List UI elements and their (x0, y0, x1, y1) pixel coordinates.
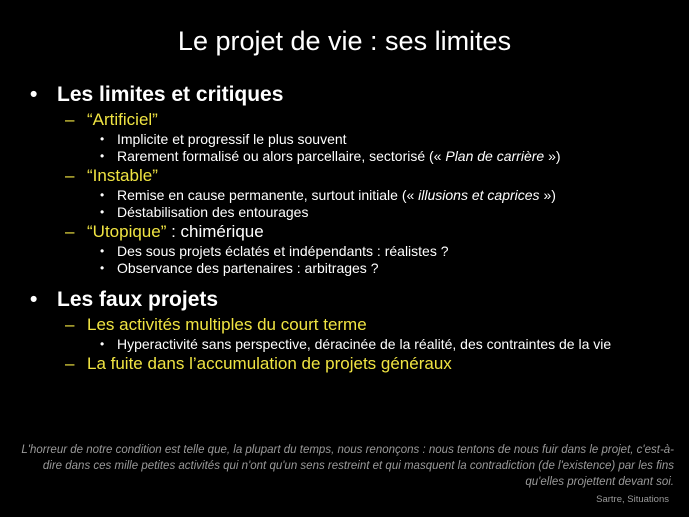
detail-item (30, 336, 637, 353)
detail-item (30, 148, 680, 165)
bullet-dot: • (100, 244, 105, 258)
dash-marker: – (65, 166, 75, 185)
quote-source: Sartre, Situations (596, 494, 669, 505)
sub-bullet-instable (30, 165, 680, 187)
detail-item (30, 131, 680, 148)
detail-item (30, 204, 680, 221)
sub-bullet-utopique (30, 221, 680, 243)
bullet-label: Les limites et critiques (57, 83, 284, 106)
dash-marker: – (65, 315, 75, 334)
bullet-dot: • (100, 337, 105, 351)
detail-item (30, 260, 680, 277)
bullet-dot: • (100, 188, 105, 202)
bullet-label: Les faux projets (57, 288, 219, 311)
sub-bullet-artificiel (30, 109, 680, 131)
sub-bullet-label: “Artificiel” (87, 110, 158, 129)
detail-tail: ») (548, 148, 561, 164)
slide-content (30, 80, 680, 375)
bullet-dot: • (100, 149, 105, 163)
bullet-dot: • (100, 261, 105, 275)
sub-bullet-label: La fuite dans l’accumulation de projets généraux (87, 354, 452, 373)
bullet-dot: • (100, 205, 105, 219)
bullet-faux-projets (30, 285, 680, 314)
detail-text: Hyperactivité sans perspective, déracinée de la réalité, des contraintes de la vie (117, 336, 612, 352)
dash-marker: – (65, 222, 75, 241)
detail-text: Rarement formalisé ou alors parcellaire, sectorisé (« (117, 148, 446, 164)
detail-text: Observance des partenaires : arbitrages ? (117, 260, 379, 276)
sub-bullet-label: Les activités multiples du court terme (87, 315, 367, 334)
detail-item (30, 243, 680, 260)
detail-text: Implicite et progressif le plus souvent (117, 131, 347, 147)
dash-marker: – (65, 354, 75, 373)
detail-text: Remise en cause permanente, surtout initiale (« (117, 187, 419, 203)
detail-text: Des sous projets éclatés et indépendants : réalistes ? (117, 243, 449, 259)
bullet-dot: • (30, 83, 38, 106)
sartre-quote: L'horreur de notre condition est telle que, la plupart du temps, nous renonçons : nous tentons de nous fuir dans le projet, c'est-à-dire dans ces mille petites activités qui n'ont qu'un sens restreint et qui masquent la contradiction (de l'existence) par les fins qu'elles projettent devant soi. (21, 444, 674, 488)
dash-marker: – (65, 110, 75, 129)
sub-bullet-label: “Utopique” (87, 222, 167, 241)
detail-emphasis: illusions et caprices (418, 187, 544, 203)
detail-text: Déstabilisation des entourages (117, 204, 309, 220)
bullet-limites-critiques (30, 80, 680, 109)
sub-bullet-label: “Instable” (87, 166, 158, 185)
bullet-dot: • (100, 132, 105, 146)
slide-title: Le projet de vie : ses limites (177, 26, 512, 56)
sub-bullet-suffix: : chimérique (166, 222, 264, 241)
sub-bullet-activites-multiples (30, 314, 680, 336)
detail-item (30, 187, 680, 204)
bullet-dot: • (30, 288, 38, 311)
detail-emphasis: Plan de carrière (445, 148, 549, 164)
detail-tail: ») (543, 187, 556, 203)
sub-bullet-fuite-accumulation (30, 353, 680, 375)
